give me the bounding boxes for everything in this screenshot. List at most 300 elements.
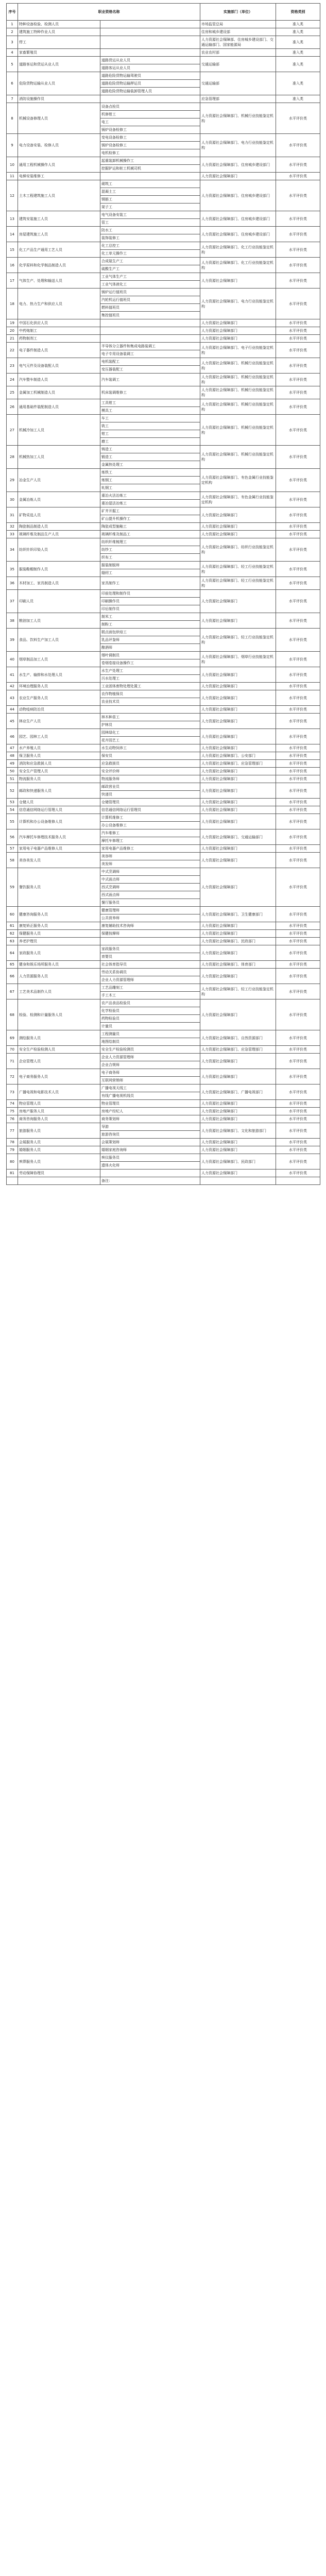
- table-row: [7, 446, 320, 453]
- row-type-cell: 水平评价类: [276, 652, 320, 667]
- row-type-cell: 水平评价类: [276, 683, 320, 690]
- row-dept-cell: 人力资源社会保障部门: [200, 523, 276, 531]
- table-row: [7, 358, 320, 366]
- row-dept-cell: 人力资源社会保障部门: [200, 1054, 276, 1069]
- row-sub-cell: 服装制版师: [100, 562, 200, 569]
- row-type-cell: 水平评价类: [276, 999, 320, 1030]
- row-name-cell: 农业生产服务人员: [18, 690, 100, 706]
- row-sub-cell: 安全评价师: [100, 768, 200, 775]
- row-sub-cell: 仓储管理员: [100, 799, 200, 806]
- row-dept-cell: 应急管理部: [200, 95, 276, 103]
- table-row: [7, 335, 320, 343]
- row-dept-cell: 人力资源社会保障部门: [200, 930, 276, 938]
- row-seq-cell: 42: [7, 683, 18, 690]
- row-sub-cell: 遗体火化师: [100, 1162, 200, 1170]
- row-dept-cell: 人力资源社会保障部门、民政部门: [200, 1154, 276, 1170]
- row-dept-cell: 人力资源社会保障部门: [200, 1100, 276, 1108]
- header-dept: 实施部门（单位）: [200, 4, 276, 21]
- row-dept-cell: 人力资源社会保障部、住房城乡建设部门、交通运输部门、国家能源局: [200, 36, 276, 49]
- row-sub-cell: 林木种苗工: [100, 714, 200, 721]
- table-row: [7, 374, 320, 386]
- row-type-cell: 水平评价类: [276, 469, 320, 492]
- table-header-row: [7, 4, 320, 21]
- row-dept-cell: 市场监管总局: [200, 21, 276, 28]
- row-sub-cell: 美容师: [100, 853, 200, 860]
- row-name-cell: 房屋建筑施工人员: [18, 227, 100, 242]
- table-row: [7, 729, 320, 737]
- row-sub-cell: [100, 319, 200, 327]
- row-dept-cell: 人力资源社会保障部门、住房城乡建设部门: [200, 227, 276, 242]
- row-sub-cell: 铣工: [100, 422, 200, 430]
- header-name: 职业资格名称: [18, 4, 200, 21]
- row-sub-cell: 康复辅助技术咨询师: [100, 922, 200, 930]
- row-name-cell: 安全生产检验检测人员: [18, 1046, 100, 1054]
- row-seq-cell: 75: [7, 1108, 18, 1115]
- row-seq-cell: 57: [7, 845, 18, 853]
- row-dept-cell: 人力资源社会保障部门: [200, 768, 276, 775]
- row-dept-cell: 人力资源社会保障部门: [200, 1115, 276, 1123]
- table-row: [7, 72, 320, 80]
- row-sub-cell: 电子商务师: [100, 1069, 200, 1077]
- row-type-cell: 水平评价类: [276, 538, 320, 562]
- row-name-cell: 会展服务人员: [18, 1139, 100, 1146]
- row-seq-cell: 41: [7, 667, 18, 683]
- row-name-cell: 汽车摩托车修理技术服务人员: [18, 829, 100, 845]
- row-dept-cell: 人力资源社会保障部门、轻工行业技能鉴定机构: [200, 562, 276, 577]
- row-dept-cell: 人力资源社会保障部门: [200, 613, 276, 629]
- row-name-cell: 特种设备检验、检测人员: [18, 21, 100, 28]
- row-dept-cell: 人力资源社会保障部门: [200, 714, 276, 729]
- row-name-cell: 家用电子电器产品维修人员: [18, 845, 100, 853]
- row-name-cell: 化学原料和化学制品制造人员: [18, 258, 100, 273]
- row-name-cell: 环境治理服务人员: [18, 683, 100, 690]
- row-dept-cell: 人力资源社会保障部门、应急管理部门: [200, 760, 276, 768]
- row-seq-cell: 39: [7, 629, 18, 652]
- row-seq-cell: 54: [7, 806, 18, 814]
- row-sub-cell: 工业气体生产工: [100, 273, 200, 281]
- row-type-cell: 水平评价类: [276, 374, 320, 386]
- row-type-cell: 水平评价类: [276, 1123, 320, 1139]
- row-sub-cell: 合成氨生产工: [100, 258, 200, 265]
- row-dept-cell: 人力资源社会保障部门: [200, 853, 276, 868]
- row-seq-cell: 23: [7, 358, 18, 374]
- row-sub-cell: 电工: [100, 118, 200, 126]
- table-row: [7, 469, 320, 477]
- row-sub-cell: 房地产经纪人: [100, 1108, 200, 1115]
- row-seq-cell: 30: [7, 492, 18, 507]
- row-dept-cell: 人力资源社会保障部门、电子行业技能鉴定机构: [200, 343, 276, 358]
- row-dept-cell: 人力资源社会保障部门、住房城乡建设部门: [200, 157, 276, 173]
- row-name-cell: 林业生产人员: [18, 714, 100, 729]
- row-type-cell: 水平评价类: [276, 690, 320, 706]
- row-type-cell: 水平评价类: [276, 289, 320, 319]
- row-name-cell: 动物疫病防治员: [18, 706, 100, 714]
- row-dept-cell: 人力资源社会保障部门: [200, 173, 276, 180]
- row-seq-cell: 7: [7, 95, 18, 103]
- row-type-cell: 水平评价类: [276, 984, 320, 999]
- row-sub-cell: 护林员: [100, 721, 200, 729]
- row-sub-cell: 园林绿化工: [100, 729, 200, 737]
- row-sub-cell: 健康管理师: [100, 907, 200, 914]
- row-sub-cell: 电机检修工: [100, 149, 200, 157]
- row-sub-cell: 餐厅服务员: [100, 899, 200, 907]
- row-seq-cell: 69: [7, 1030, 18, 1046]
- row-type-cell: 水平评价类: [276, 829, 320, 845]
- row-seq-cell: 62: [7, 930, 18, 938]
- row-sub-cell: 工艺品雕刻工: [100, 984, 200, 992]
- table-row: [7, 538, 320, 546]
- row-sub-cell: 纺纱工: [100, 546, 200, 554]
- row-type-cell: 水平评价类: [276, 961, 320, 969]
- table-row: [7, 386, 320, 399]
- row-name-cell: 电气元件及设备装配人员: [18, 358, 100, 374]
- table-row: [7, 961, 320, 969]
- row-name-cell: 电力、热力生产和供应人员: [18, 289, 100, 319]
- row-sub-cell: 信息通信网络运行管理员: [100, 806, 200, 814]
- row-sub-cell: 化学检验员: [100, 1007, 200, 1015]
- row-sub-cell: 家用电器产品维修工: [100, 845, 200, 853]
- row-name-cell: 金属冶炼人员: [18, 492, 100, 507]
- row-type-cell: 水平评价类: [276, 922, 320, 930]
- row-sub-cell: [100, 938, 200, 945]
- row-seq-cell: 22: [7, 343, 18, 358]
- row-name-cell: 化工产品生产通用工艺人员: [18, 242, 100, 258]
- table-row: [7, 289, 320, 296]
- row-name-cell: 房地产服务人员: [18, 1108, 100, 1115]
- row-sub-cell: 糕点面包烘焙工: [100, 629, 200, 636]
- table-row: [7, 492, 320, 500]
- table-row: [7, 36, 320, 49]
- row-sub-cell: 制米工: [100, 613, 200, 621]
- row-type-cell: 水平评价类: [276, 768, 320, 775]
- row-seq-cell: 10: [7, 157, 18, 173]
- row-name-cell: 金属加工机械制造人员: [18, 386, 100, 399]
- table-row: [7, 1054, 320, 1061]
- row-sub-cell: 燃料值班员: [100, 304, 200, 312]
- row-type-cell: 水平评价类: [276, 744, 320, 752]
- row-sub-cell: 邮政营业员: [100, 783, 200, 791]
- row-type-cell: 准入类: [276, 36, 320, 49]
- row-dept-cell: 人力资源社会保障部门、机械行业技能鉴定机构: [200, 358, 276, 374]
- row-name-cell: 仓储人员: [18, 799, 100, 806]
- row-dept-cell: 人力资源社会保障部门、有色金属行业技能鉴定机构: [200, 469, 276, 492]
- table-row: [7, 1123, 320, 1131]
- row-name-cell: 建筑施工特种作业人员: [18, 28, 100, 36]
- row-sub-cell: 互联网营销师: [100, 1077, 200, 1084]
- row-type-cell: 准入类: [276, 95, 320, 103]
- row-name-cell: 养老护理员: [18, 938, 100, 945]
- row-sub-cell: 印刷操作员: [100, 598, 200, 605]
- table-row: [7, 577, 320, 590]
- row-seq-cell: 35: [7, 562, 18, 577]
- table-row: [7, 57, 320, 64]
- row-type-cell: 水平评价类: [276, 590, 320, 613]
- table-row: [7, 922, 320, 930]
- table-row: [7, 1139, 320, 1146]
- row-name-cell: [18, 1177, 100, 1185]
- row-type-cell: 水平评价类: [276, 752, 320, 760]
- row-name-cell: 电梯安装维修工: [18, 173, 100, 180]
- header-seq: 序号: [7, 4, 18, 21]
- row-sub-cell: 模具工: [100, 407, 200, 415]
- row-name-cell: 中国石化供应人员: [18, 319, 100, 327]
- table-row: [7, 273, 320, 281]
- row-seq-cell: 78: [7, 1139, 18, 1146]
- table-row: [7, 21, 320, 28]
- table-row: [7, 157, 320, 165]
- row-sub-cell: 婚姻家庭咨询师: [100, 1146, 200, 1154]
- row-sub-cell: 社会体育指导员: [100, 961, 200, 969]
- row-sub-cell: 中式面点师: [100, 876, 200, 884]
- table-row: [7, 1146, 320, 1154]
- row-sub-cell: 安全生产检验检测员: [100, 1046, 200, 1054]
- row-type-cell: 水平评价类: [276, 1139, 320, 1146]
- table-row: [7, 760, 320, 768]
- row-dept-cell: 人力资源社会保障部门: [200, 507, 276, 523]
- row-sub-cell: 企业合规师: [100, 1061, 200, 1069]
- row-type-cell: 水平评价类: [276, 1154, 320, 1170]
- row-name-cell: 电子器件制造人员: [18, 343, 100, 358]
- row-type-cell: 水平评价类: [276, 103, 320, 134]
- row-dept-cell: 人力资源社会保障部门、轻工行业技能鉴定机构: [200, 984, 276, 999]
- row-sub-cell: 烟叶调制员: [100, 652, 200, 659]
- row-sub-cell: 旅游咨询员: [100, 1131, 200, 1139]
- row-seq-cell: 63: [7, 938, 18, 945]
- row-type-cell: 水平评价类: [276, 783, 320, 799]
- row-type-cell: 水平评价类: [276, 1046, 320, 1054]
- row-sub-cell: 轧钢工: [100, 484, 200, 492]
- row-sub-cell: 缝纫工: [100, 569, 200, 577]
- table-row: [7, 242, 320, 250]
- row-name-cell: 焊工: [18, 36, 100, 49]
- row-sub-cell: 汽车维修工: [100, 829, 200, 837]
- table-row: [7, 783, 320, 791]
- row-seq-cell: 19: [7, 319, 18, 327]
- row-sub-cell: 道路危险货物运输驾驶员: [100, 72, 200, 80]
- row-name-cell: 殡葬服务人员: [18, 1154, 100, 1170]
- table-row: [7, 211, 320, 219]
- row-dept-cell: 人力资源社会保障部门: [200, 845, 276, 853]
- row-sub-cell: 中式烹调师: [100, 868, 200, 876]
- row-sub-cell: 织布工: [100, 554, 200, 562]
- row-sub-cell: 水生动物饲养工: [100, 744, 200, 752]
- row-dept-cell: 人力资源社会保障部门: [200, 590, 276, 613]
- row-sub-cell: 导游: [100, 1123, 200, 1131]
- row-sub-cell: 道路危险货物运输装卸管理人员: [100, 88, 200, 95]
- row-name-cell: 保健服务人员: [18, 930, 100, 938]
- row-name-cell: 通用工程机械操作人员: [18, 157, 100, 173]
- row-type-cell: 准入类: [276, 49, 320, 57]
- row-name-cell: 婚姻服务人员: [18, 1146, 100, 1154]
- row-seq-cell: 13: [7, 211, 18, 227]
- row-type-cell: 水平评价类: [276, 868, 320, 907]
- row-name-cell: 电力设备安装、检修人员: [18, 134, 100, 157]
- row-sub-cell: 工程测量员: [100, 1030, 200, 1038]
- row-name-cell: 消防设施操作员: [18, 95, 100, 103]
- row-sub-cell: 锅炉设备检修工: [100, 142, 200, 149]
- row-dept-cell: [200, 1177, 276, 1185]
- row-sub-cell: 矿井开掘工: [100, 507, 200, 515]
- table-row: [7, 590, 320, 598]
- row-name-cell: 通用基础件装配制造人员: [18, 399, 100, 415]
- row-sub-cell: 矿山提升机操作工: [100, 515, 200, 523]
- row-dept-cell: 人力资源社会保障部门、公安部门: [200, 752, 276, 760]
- row-type-cell: 水平评价类: [276, 613, 320, 629]
- table-row: [7, 768, 320, 775]
- row-type-cell: 水平评价类: [276, 1054, 320, 1069]
- row-sub-cell: 机修钳工: [100, 111, 200, 118]
- row-name-cell: 汽车整车制造人员: [18, 374, 100, 386]
- row-seq-cell: 11: [7, 173, 18, 180]
- row-sub-cell: 砌筑工: [100, 180, 200, 188]
- row-name-cell: 矿物采选人员: [18, 507, 100, 523]
- row-type-cell: 水平评价类: [276, 1100, 320, 1108]
- row-sub-cell: 工业气体液化工: [100, 281, 200, 289]
- row-type-cell: 水平评价类: [276, 907, 320, 922]
- row-sub-cell: 工具钳工: [100, 399, 200, 407]
- row-name-cell: 工艺美术品制作人员: [18, 984, 100, 999]
- row-seq-cell: 37: [7, 590, 18, 613]
- row-seq-cell: 55: [7, 814, 18, 829]
- table-row: [7, 319, 320, 327]
- row-sub-cell: [100, 1170, 200, 1177]
- row-sub-cell: 摩托车修理工: [100, 837, 200, 845]
- row-sub-cell: 钳工: [100, 430, 200, 438]
- row-dept-cell: 人力资源社会保障部门、轻工行业技能鉴定机构: [200, 577, 276, 590]
- row-seq-cell: 73: [7, 1084, 18, 1100]
- row-seq-cell: 79: [7, 1146, 18, 1154]
- row-dept-cell: 人力资源社会保障部门、自然资源部门: [200, 1030, 276, 1046]
- row-sub-cell: 花卉园艺工: [100, 737, 200, 744]
- row-type-cell: 水平评价类: [276, 492, 320, 507]
- row-dept-cell: 交通运输部: [200, 57, 276, 72]
- row-name-cell: 园艺、园林工人员: [18, 729, 100, 744]
- row-seq-cell: 8: [7, 103, 18, 134]
- row-seq-cell: 33: [7, 531, 18, 538]
- row-dept-cell: 人力资源社会保障部门: [200, 945, 276, 961]
- row-sub-cell: 药物检验员: [100, 1015, 200, 1023]
- row-type-cell: 水平评价类: [276, 1030, 320, 1046]
- row-type-cell: 水平评价类: [276, 335, 320, 343]
- row-seq-cell: 26: [7, 399, 18, 415]
- row-sub-cell: 电机装配工: [100, 358, 200, 366]
- table-row: [7, 258, 320, 265]
- row-sub-cell: 农产品食品检验员: [100, 999, 200, 1007]
- row-sub-cell: 酿酒师: [100, 644, 200, 652]
- row-seq-cell: 81: [7, 1170, 18, 1177]
- table-row: [7, 690, 320, 698]
- table-row: [7, 95, 320, 103]
- row-name-cell: 粮油加工人员: [18, 613, 100, 629]
- row-dept-cell: 人力资源社会保障部门: [200, 999, 276, 1030]
- row-name-cell: 劳动保障协理员: [18, 1170, 100, 1177]
- row-type-cell: 水平评价类: [276, 799, 320, 806]
- row-dept-cell: 人力资源社会保障部门、交通运输部门: [200, 829, 276, 845]
- row-name-cell: 企业管理人员: [18, 1054, 100, 1069]
- row-dept-cell: 人力资源社会保障部门: [200, 783, 276, 799]
- row-type-cell: 水平评价类: [276, 446, 320, 469]
- table-row: [7, 507, 320, 515]
- row-sub-cell: 硫酸生产工: [100, 265, 200, 273]
- row-name-cell: 旅游服务人员: [18, 1123, 100, 1139]
- table-row: [7, 706, 320, 714]
- row-type-cell: 水平评价类: [276, 258, 320, 273]
- row-sub-cell: 手工木工: [100, 992, 200, 999]
- row-type-cell: 水平评价类: [276, 706, 320, 714]
- row-sub-cell: 物流服务师: [100, 775, 200, 783]
- row-seq-cell: 31: [7, 507, 18, 523]
- row-dept-cell: 人力资源社会保障部门: [200, 531, 276, 538]
- table-row: [7, 227, 320, 234]
- row-type-cell: 水平评价类: [276, 343, 320, 358]
- row-sub-cell: 保健按摩师: [100, 930, 200, 938]
- table-row: [7, 984, 320, 992]
- row-name-cell: 检验、检测和计量服务人员: [18, 999, 100, 1030]
- row-sub-cell: 西式烹调师: [100, 884, 200, 891]
- row-sub-cell: 快递员: [100, 791, 200, 799]
- row-seq-cell: 66: [7, 969, 18, 984]
- row-dept-cell: 人力资源社会保障部门、机械行业技能鉴定机构: [200, 415, 276, 446]
- row-name-cell: 家畜繁殖员: [18, 49, 100, 57]
- row-sub-cell: 广播电视天线工: [100, 1084, 200, 1092]
- row-sub-cell: 防水工: [100, 227, 200, 234]
- row-name-cell: 物流服务人员: [18, 775, 100, 783]
- row-name-cell: 纺织针织印染人员: [18, 538, 100, 562]
- row-dept-cell: 人力资源社会保障部门: [200, 814, 276, 829]
- table-row: [7, 969, 320, 976]
- row-type-cell: 水平评价类: [276, 1170, 320, 1177]
- table-row: [7, 173, 320, 180]
- row-seq-cell: 45: [7, 714, 18, 729]
- row-sub-cell: 铸造工: [100, 446, 200, 453]
- row-seq-cell: 65: [7, 961, 18, 969]
- table-row: [7, 1100, 320, 1108]
- row-sub-cell: [100, 706, 200, 714]
- row-seq-cell: 49: [7, 760, 18, 768]
- table-row: [7, 667, 320, 675]
- row-sub-cell: 计算机维修工: [100, 814, 200, 822]
- row-dept-cell: 人力资源社会保障部门、有色金属行业技能鉴定机构: [200, 492, 276, 507]
- row-seq-cell: 64: [7, 945, 18, 961]
- row-sub-cell: 污水处理工: [100, 675, 200, 683]
- row-seq-cell: 15: [7, 242, 18, 258]
- row-type-cell: 水平评价类: [276, 358, 320, 374]
- row-dept-cell: 人力资源社会保障部门: [200, 273, 276, 289]
- row-name-cell: 信息通信网络运行管理人员: [18, 806, 100, 814]
- row-sub-cell: 办公设备维修工: [100, 822, 200, 829]
- row-type-cell: 水平评价类: [276, 1115, 320, 1123]
- row-sub-cell: 化工单元操作工: [100, 250, 200, 258]
- row-type-cell: 水平评价类: [276, 629, 320, 652]
- row-seq-cell: 3: [7, 36, 18, 49]
- row-type-cell: 水平评价类: [276, 319, 320, 327]
- row-sub-cell: 车工: [100, 415, 200, 422]
- row-type-cell: 水平评价类: [276, 969, 320, 984]
- row-seq-cell: 28: [7, 446, 18, 469]
- row-seq-cell: 60: [7, 907, 18, 922]
- row-dept-cell: 人力资源社会保障部门: [200, 806, 276, 814]
- row-sub-cell: 印后制作员: [100, 605, 200, 613]
- occupation-qualification-table: [6, 3, 320, 1185]
- row-type-cell: 水平评价类: [276, 1084, 320, 1100]
- row-sub-cell: 农业技术员: [100, 698, 200, 706]
- row-dept-cell: 人力资源社会保障部门: [200, 868, 276, 907]
- row-seq-cell: 52: [7, 783, 18, 799]
- row-sub-cell: 陶瓷成型施釉工: [100, 523, 200, 531]
- row-seq-cell: 43: [7, 690, 18, 706]
- row-sub-cell: 保安员: [100, 752, 200, 760]
- row-sub-cell: 变电设备检修工: [100, 134, 200, 142]
